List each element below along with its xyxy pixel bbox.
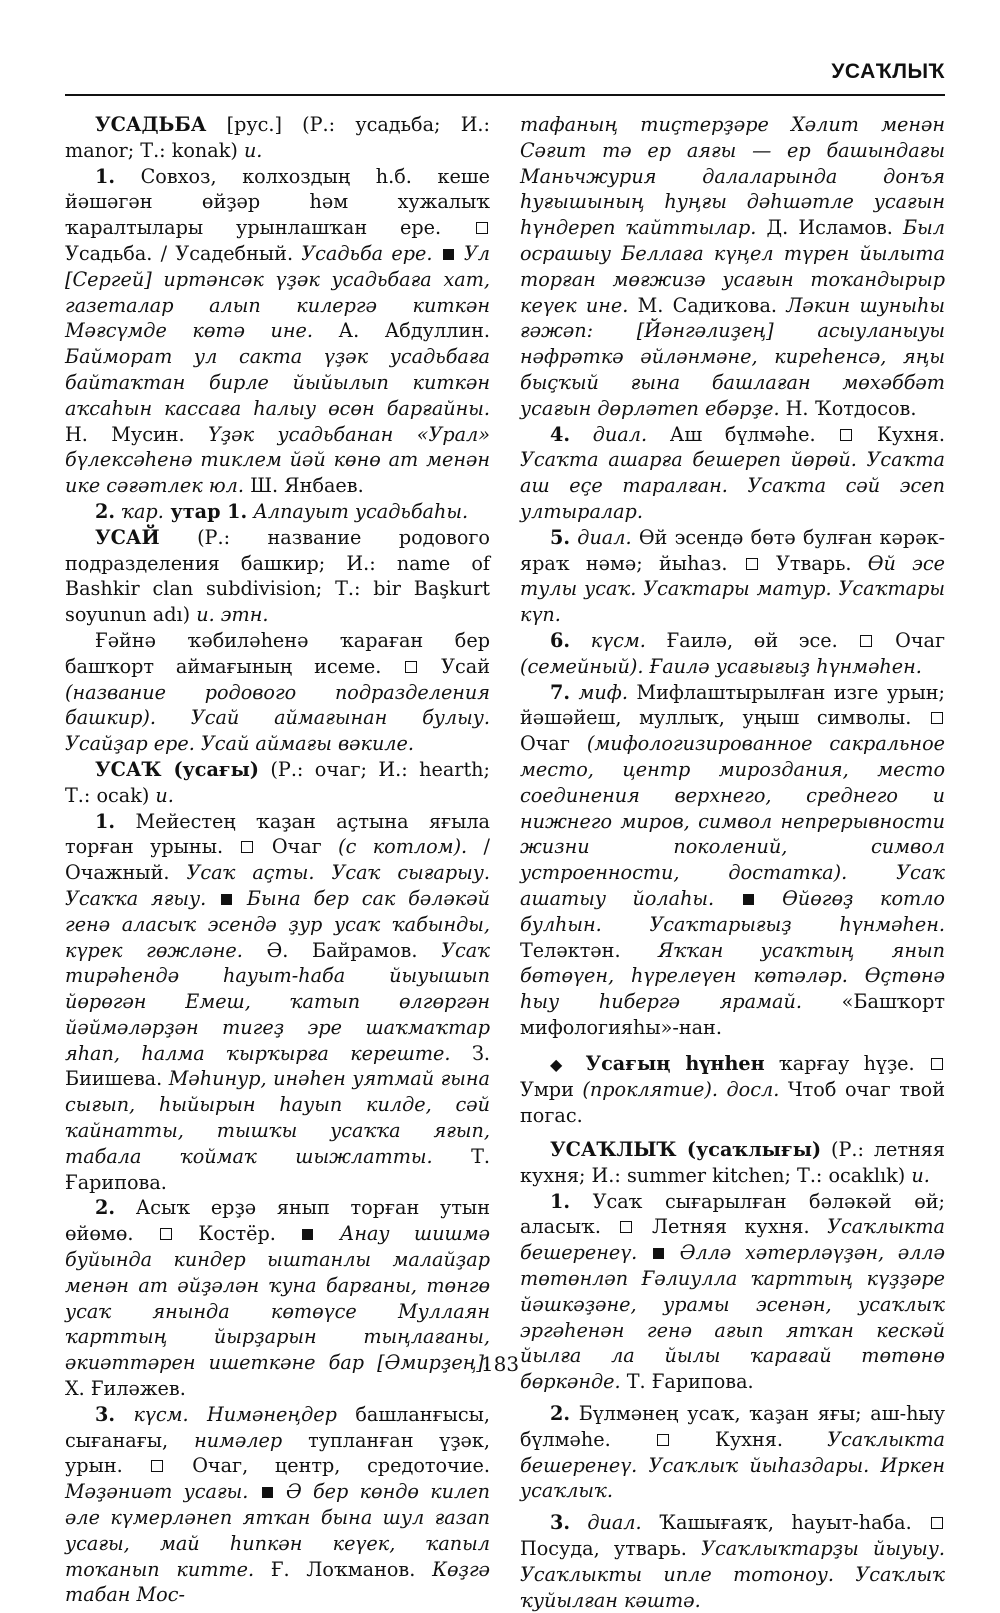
entry-usaklyk	[520, 1137, 945, 1189]
quote: Усаҡ тирәһендә һауыт-һаба йыуышып йөрөгән Емеш, ҡатып өлгөргән йәймәләрҙән тигеҙ эре шаҡмаҡтар яһап, һалма ҡырҡырға кереште.	[65, 938, 490, 1065]
diamond-icon: ◆	[550, 1054, 571, 1074]
sense-paragraph	[520, 680, 945, 1041]
quote: Ләкин шуныһы ғәжәп: [Йәнгәлиҙең] асыуланыуы нәфрәткә әйләнмәне, киреһенсә, яңы быҫҡый ғына башлаған мөхәббәт усағын дөрләтеп ебәрҙе.	[520, 293, 945, 420]
sense-paragraph	[520, 422, 945, 525]
definition: Мейестең ҡаҙан аҫтына яғыла торған урыны.	[65, 809, 490, 859]
translation: Усай	[419, 654, 490, 678]
translation: Кухня.	[670, 1427, 828, 1451]
square-icon	[620, 1221, 632, 1233]
part-of-speech: и.	[911, 1163, 930, 1187]
example: (название родового подразделения башкир). Усай аймағынан булыу. Усайҙар ере. Усай аймағы вәкиле.	[65, 680, 490, 756]
definition: Мифлаштырылған изге урын; йәшәйеш, муллыҡ, уңыш символы.	[520, 680, 945, 730]
label: диал.	[570, 422, 648, 446]
author: З. Биишева.	[65, 1041, 490, 1091]
author: Д. Исламов.	[756, 216, 904, 240]
translation-note: (с котлом).	[338, 835, 468, 859]
quote: Мәһинур, инәһен уятмай ғына сығып, һыйырын һауып килде, сәй ҡайнатты, тышҡы усаҡҡа яғып, табала ҡоймаҡ шыжлатты.	[65, 1067, 490, 1168]
entry-usay	[65, 525, 490, 628]
page-number: 183	[480, 1352, 520, 1376]
headword: УСАДЬБА	[95, 113, 207, 136]
example: Усаҡта ашарға бешереп йөрөй. Усаҡта аш еҫе таралған. Усаҡта сәй эсеп ултыралар.	[520, 448, 945, 523]
author: А. Абдуллин.	[312, 319, 490, 343]
sense-number: 2.	[95, 499, 116, 523]
author: «Башҡорт мифологияһы»-нан.	[520, 990, 945, 1039]
translation: Посуда, утварь.	[520, 1537, 702, 1561]
label: ҡар.	[115, 499, 164, 523]
square-icon	[476, 222, 488, 234]
translation: Костёр.	[173, 1222, 301, 1246]
etymology: (Р.: название родового подразделения башкир; И.: name of Bashkir clan subdivision; Т.: bir Başkurt soyunun adı)	[65, 525, 490, 627]
sense-paragraph	[65, 628, 490, 757]
translation: / Очажный.	[65, 835, 490, 885]
quote: Бына бер сак бәләкәй генә аласыҡ эсендә ҙур усаҡ ҡабынды, күрек гөжләне.	[65, 886, 490, 962]
quote: Өйөгөҙ котло булһын. Усаҡтарығыҙ һүнмәһен.	[520, 886, 945, 936]
square-icon	[151, 1460, 163, 1472]
square-icon	[657, 1434, 669, 1446]
example: Усаҡ аҫты. Усаҡ сығарыу. Усаҡҡа яғыу.	[65, 861, 491, 910]
idiom: Усағың һүнһен	[570, 1051, 765, 1075]
definition: Аш бүлмәһе.	[647, 422, 839, 446]
sense-paragraph	[65, 1402, 490, 1608]
square-icon	[931, 1517, 943, 1529]
definition: башланғысы, сығанағы,	[65, 1402, 491, 1452]
definition: Ғаилә, өй эсе.	[645, 628, 859, 652]
example: Өй эсе тулы усаҡ. Усаҡтары матур. Усаҡтары күп.	[520, 551, 946, 627]
translation: Кухня.	[854, 422, 946, 446]
definition: Асыҡ ерҙә янып торған утын өйөмө.	[65, 1196, 490, 1246]
quote: тафаның тиҫтерҙәре Хәлит менән Сәғит тә ер аяғы — ер башындағы Маньчжурия далаларында донъя һуғышының һуңғы дәһшәтле усағын һүндереп ҡайттылар.	[520, 113, 945, 240]
translation: Умри	[520, 1078, 583, 1102]
author: Т. Ғарипова.	[65, 1144, 491, 1194]
square-icon	[931, 1058, 943, 1070]
idiom-paragraph	[520, 1051, 945, 1129]
definition: Ғәйнә ҡәбиләһенә ҡараған бер башҡорт аймағының исеме.	[65, 628, 490, 678]
black-square-icon	[653, 1248, 664, 1259]
sense-paragraph	[65, 164, 490, 499]
headword: УСАҠ (усағы)	[95, 757, 259, 781]
translation: Очаг, центр, средоточие.	[165, 1454, 490, 1478]
translation: Очаг	[520, 732, 587, 756]
quote: Байморат ул сакта үҙәк усадьбаға байтаҡтан бирле йыйылып киткән аҡсаһын кассаға һалыу өсөн барғайны.	[65, 345, 490, 420]
sense-number: 2.	[550, 1402, 571, 1426]
translation: Усадьба. / Усадебный.	[65, 241, 302, 265]
sense-paragraph	[65, 499, 490, 525]
label: миф.	[570, 680, 628, 704]
part-of-speech: и.	[155, 783, 174, 807]
definition: Усаҡ сығарылған бәләкәй өй; аласыҡ.	[520, 1189, 945, 1239]
headword: УСАЙ	[95, 525, 160, 549]
part-of-speech: и.	[243, 138, 263, 162]
author: Н. Ҡотдосов.	[779, 396, 917, 420]
square-icon	[746, 558, 758, 570]
quote: Яҡҡан усаҡтың янып бөтөүен, һүрелеүен көтәләр. Өҫтөнә һыу һибергә ярамай.	[520, 938, 945, 1014]
translation-note: (проклятие). досл.	[582, 1078, 780, 1102]
black-square-icon	[743, 894, 754, 905]
square-icon	[241, 841, 253, 853]
sense-number: 6.	[550, 628, 571, 652]
black-square-icon	[221, 894, 232, 905]
square-icon	[840, 429, 852, 441]
black-square-icon	[302, 1229, 313, 1240]
sense-number: 5.	[550, 525, 571, 549]
author: Ә. Байрамов.	[242, 938, 442, 962]
author: Теләктән.	[520, 938, 658, 962]
left-column	[65, 112, 490, 1608]
square-icon	[931, 712, 943, 724]
page-header	[65, 58, 945, 96]
quote: Анау шишмә буйында киндер ыштанлы малайҙар менән ат әйҙәлән ҡуна барғаны, төнгө усаҡ янында көтөүсе Муллаян ҡарттың йырҙарын тыңлағаны, әкиәттәрен ишеткәне бар [Әмирҙең].	[65, 1222, 490, 1375]
sense-paragraph	[520, 1401, 945, 1504]
example: (семейный). Ғаилә усағығыҙ һүнмәһен.	[520, 654, 922, 678]
quote: Көҙгә табан Мос-	[65, 1557, 491, 1607]
entry-usak	[65, 757, 490, 809]
etymology: (Р.: очаг; И.: hearth; Т.: ocak)	[65, 757, 490, 807]
example: Усаҡлыҡтарҙы йыуыу. Усаҡлыкты ипле тотоноу. Усаҡлыҡ ҡуйылған кәштә.	[520, 1537, 945, 1612]
label: күсм. Нимәнеңдер	[115, 1402, 337, 1426]
definition: ҡарғау һүҙе.	[764, 1051, 929, 1075]
sense-number: 1.	[550, 1189, 571, 1213]
square-icon	[160, 1228, 172, 1240]
definition: Өй эсендә бөтә булған кәрәк-яраҡ нәмә; йыһаз.	[520, 525, 945, 575]
sense-number: 7.	[550, 680, 571, 704]
sense-paragraph	[520, 628, 945, 680]
example: Усаҡлыкта бешеренеү.	[520, 1215, 945, 1265]
definition: Бүлмәнең усаҡ, ҡаҙан яғы; аш-һыу бүлмәһе.	[520, 1402, 945, 1451]
translation: Очаг	[255, 835, 339, 859]
example: Усадьба ере.	[301, 241, 433, 265]
author: Н. Мусин.	[65, 422, 209, 446]
square-icon	[860, 635, 872, 647]
example: Усаҡлыкта бешеренеү. Усаҡлыҡ йыһаздары. Иркен усаҡлыҡ.	[520, 1427, 945, 1503]
sense-paragraph	[520, 525, 945, 628]
sense-paragraph	[65, 809, 490, 1196]
definition-italic: нимәлер	[194, 1428, 283, 1452]
etymology: (Р.: летняя кухня; И.: summer kitchen; Т.: ocaklık)	[520, 1138, 945, 1187]
part-of-speech: и. этн.	[196, 603, 269, 627]
example: (мифологизированное сакральное место, центр мироздания, место соединения верхнего, среднего и нижнего миров, символ непрерывности жизни поколений, символ устроенности, достатка). Усаҡ ашатыу йолаһы.	[520, 732, 945, 910]
sense-number: 3.	[95, 1402, 116, 1426]
author: Т. Ғарипова.	[620, 1370, 754, 1394]
black-square-icon	[443, 249, 454, 260]
etymology: [рус.] (Р.: усадьба; И.: manor; Т.: konak)	[65, 113, 490, 162]
running-head: УСАҠЛЫҠ	[831, 60, 945, 83]
cross-reference: утар 1.	[163, 499, 248, 523]
label: күсм.	[570, 628, 646, 652]
author: Ш. Янбаев.	[243, 474, 364, 498]
definition: тупланған үҙәк, урын.	[65, 1428, 490, 1478]
quote: Ә бер көндө килеп әле күмерләнеп ятҡан бына шул ғазап усағы, май һипкән кеүек, ҡапыл тоҡанып китте.	[65, 1480, 490, 1581]
quote: Ул [Сергей] иртәнсәк үҙәк усадьбаға хат, газеталар алып килергә киткән Мәғсүмде көтә ине.	[65, 241, 490, 343]
quote: Үҙәк усадьбанан «Урал» бүлексәһенә тиклем йәй көнө ат менән ике сәғәтлек юл.	[65, 422, 491, 498]
quote: Был осрашыу Беллаға күңел түрен йылыта торған мөғжизә усағын тоҡандырыр кеүек ине.	[520, 216, 945, 317]
definition: Ҡашығаяҡ, һауыт-һаба.	[641, 1511, 929, 1535]
author: М. Садиҡова.	[628, 293, 787, 317]
example: Мәҙәниәт усағы.	[65, 1480, 249, 1504]
translation: Утварь.	[759, 551, 868, 575]
sense-number: 1.	[95, 164, 116, 188]
sense-number: 2.	[95, 1196, 116, 1220]
example: Алпауыт усадьбаһы.	[247, 499, 469, 523]
sense-paragraph	[520, 1510, 945, 1613]
translation: Чтоб очаг твой погас.	[520, 1078, 945, 1128]
quote: Әллә хәтерләүҙән, әллә төтөнләп Ғәлиулла ҡарттың күҙҙәре йәшкәҙәне, урамы эсенән, усаҡлыҡ эргәһенән генә ағып ятҡан кескәй йылға ла йылы ҡарағай төтөнө бөркәнде.	[520, 1241, 945, 1394]
sense-number: 1.	[95, 809, 116, 833]
author: Ғ. Лоҡманов.	[254, 1557, 433, 1581]
definition: Совхоз, колхоздың һ.б. кеше йәшәгән өйҙәр һәм хужалыҡ ҡаралтылары урынлашҡан ере.	[65, 164, 490, 240]
headword: УСАҠЛЫҠ (усаҡлығы)	[550, 1138, 822, 1162]
right-column	[520, 112, 945, 1613]
entry-usadba	[65, 112, 490, 164]
sense-number: 3.	[550, 1511, 571, 1535]
label: диал.	[570, 525, 632, 549]
continued-paragraph	[520, 112, 945, 422]
author: Х. Ғиләжев.	[65, 1377, 186, 1401]
label: диал.	[570, 1511, 642, 1535]
translation: Летняя кухня.	[634, 1215, 828, 1239]
sense-number: 4.	[550, 422, 571, 446]
translation: Очаг	[874, 628, 945, 652]
square-icon	[405, 661, 417, 673]
black-square-icon	[262, 1487, 273, 1498]
